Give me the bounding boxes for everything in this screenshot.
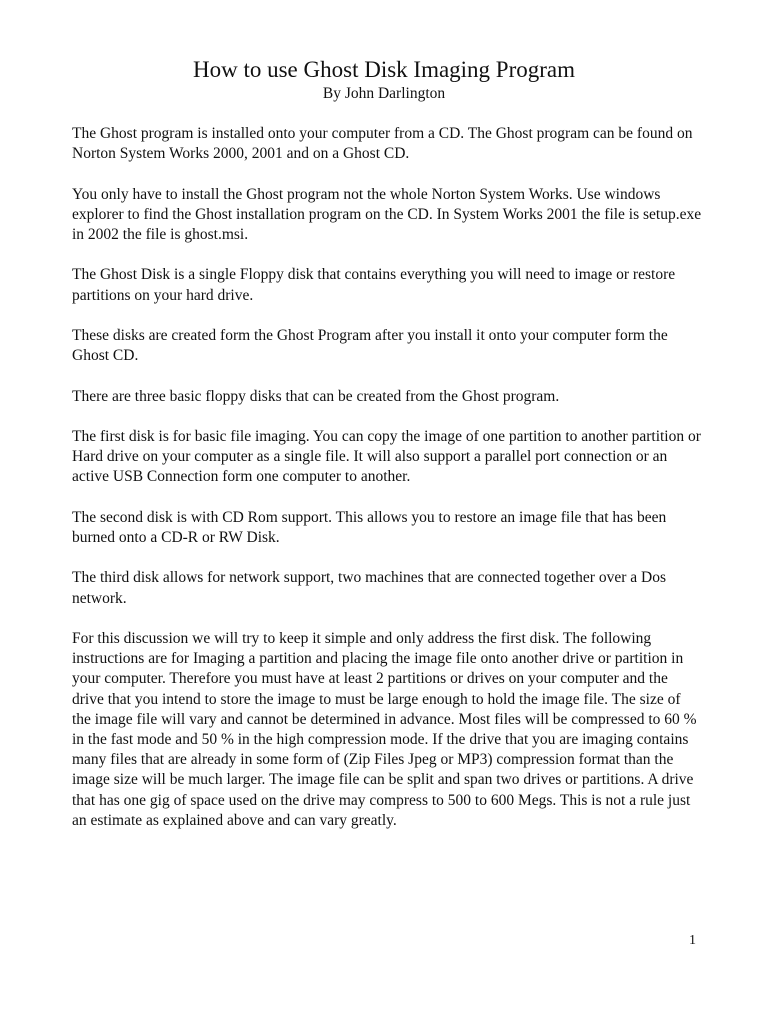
paragraph-first-disk: The first disk is for basic file imaging. You can copy the image of one partition to another partition or Hard drive on your computer as a single file. It will also support a parallel port connection or an active USB Connection form one computer to another. <box>72 427 701 486</box>
paragraph-discussion: For this discussion we will try to keep it simple and only address the first disk. The following instructions are for Imaging a partition and placing the image file onto another drive or partition in your computer. Therefore you must have at least 2 partitions or drives on your computer and the drive that you intend to store the image to must be large enough to hold the image file. The size of the image file will vary and cannot be determined in advance. Most files will be compressed to 60 % in the fast mode and 50 % in the high compression mode. If the drive that you are imaging contains many files that are already in some form of (Zip Files Jpeg or MP3) compression format than the image size will be much larger. The image file can be split and span two drives or partitions. A drive that has one gig of space used on the drive may compress to 500 to 600 Megs. This is not a rule just an estimate as explained above and can vary greatly. <box>72 629 697 829</box>
paragraph-install-source: The Ghost program is installed onto your computer from a CD. The Ghost program can be found on Norton System Works 2000, 2001 and on a Ghost CD. <box>72 125 693 163</box>
document-author: By John Darlington <box>322 85 446 102</box>
paragraph-install-instructions: You only have to install the Ghost program not the whole Norton System Works. Use windows explorer to find the Ghost installation program on the CD. In System Works 2001 the file is setup.exe in 2002 the file is ghost.msi. <box>72 185 702 243</box>
document-body <box>72 124 702 851</box>
paragraph-ghost-disk: The Ghost Disk is a single Floppy disk that contains everything you will need to image or restore partitions on your hard drive. <box>72 266 676 304</box>
page-number: 1 <box>689 933 696 948</box>
paragraph-second-disk: The second disk is with CD Rom support. This allows you to restore an image file that has been burned onto a CD-R or RW Disk. <box>72 508 667 546</box>
paragraph-third-disk: The third disk allows for network support, two machines that are connected together over a Dos network. <box>72 569 666 607</box>
document-title: How to use Ghost Disk Imaging Program <box>192 57 576 82</box>
paragraph-disk-types: There are three basic floppy disks that can be created from the Ghost program. <box>72 387 560 405</box>
paragraph-disk-creation: These disks are created form the Ghost Program after you install it onto your computer form the Ghost CD. <box>72 326 668 365</box>
